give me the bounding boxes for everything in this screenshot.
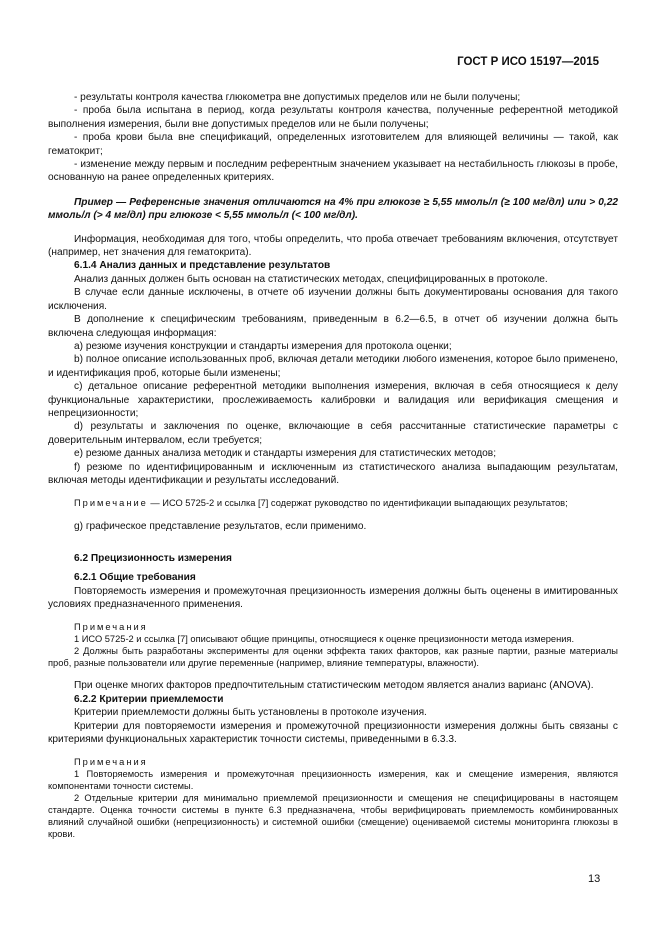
list-item: a) резюме изучения конструкции и стандарты измерения для протокола оценки;: [74, 340, 452, 352]
paragraph: В случае если данные исключены, в отчете об изучении должны быть документированы основания для такого исключения.: [48, 287, 618, 312]
paragraph: Анализ данных должен быть основан на статистических методах, специфицированных в протоколе.: [74, 273, 548, 285]
list-item: d) результаты и заключения по оценке, включающие в себя рассчитанные статистические параметры с доверительным интервалом, если требуется;: [48, 421, 618, 446]
list-item: e) резюме данных анализа методик и стандарты измерения для статистических методов;: [74, 448, 497, 460]
list-item: b) полное описание использованных проб, включая детали методики любого изменения, которое было применено, и идентификация проб, которые были изменены;: [48, 354, 618, 379]
paragraph: В дополнение к специфическим требованиям, приведенным в 6.2—6.5, в отчет об изучении должна быть включена следующая информация:: [48, 314, 618, 339]
paragraph: Повторяемость измерения и промежуточная прецизионность измерения должны быть оценены в имитированных условиях предназначенного применения.: [48, 585, 618, 610]
section-heading-6-2: 6.2 Прецизионность измерения: [74, 552, 232, 564]
list-item: - проба крови была вне спецификаций, определенных изготовителем для влияющей величины — такой, как гематокрит;: [48, 132, 618, 157]
page-number: 13: [588, 873, 601, 885]
document-header: ГОСТ Р ИСО 15197—2015: [457, 56, 599, 68]
note-label: Примечание: [74, 498, 148, 509]
info-paragraph: Информация, необходимая для того, чтобы определить, что проба отвечает требованиям включения, отсутствует (например, нет значения для гематокрита).: [48, 233, 618, 259]
list-item: - изменение между первым и последним референтным значением указывает на нестабильность глюкозы в пробе, основанную на ранее определенных критериях.: [48, 159, 618, 184]
list-item: - результаты контроля качества глюкометра вне допустимых пределов или не были получены;: [74, 92, 521, 103]
paragraph: При оценке многих факторов предпочтительным статистическим методом является анализ варианс (ANOVA).: [74, 680, 594, 692]
notes-label: Примечания: [74, 622, 148, 633]
list-item: - проба была испытана в период, когда результаты контроля качества, полученные референтной методикой выполнения измерения, были вне допустимых пределов или не были получены;: [48, 105, 618, 130]
list-item: g) графическое представление результатов, если применимо.: [74, 521, 367, 533]
note-text: — ИСО 5725-2 и ссылка [7] содержат руководство по идентификации выпадающих результатов;: [147, 498, 568, 509]
paragraph: Критерии для повторяемости измерения и промежуточной прецизионности измерения должны быть связаны с критериями функциональных характеристик точности системы, приведенными в 6.3.3.: [48, 720, 618, 746]
section-heading-6-2-2: 6.2.2 Критерии приемлемости: [74, 693, 224, 705]
note-item: 1 Повторяемость измерения и промежуточная прецизионность измерения, как и смещение измерения, являются компонентами точности системы.: [48, 769, 618, 792]
note-item: 2 Отдельные критерии для минимально приемлемой прецизионности и смещения не специфицированы в настоящем стандарте. Оценка точности системы в пункте 6.3 предназначена, чтобы верифицировать приемлемость комбинированных влияний случайной ошибки (непрецизионность) и системной ошибки (смещение) оцениваемой системы мониторинга глюкозы в крови.: [48, 793, 618, 840]
note-item: 2 Должны быть разработаны эксперименты для оценки эффекта таких факторов, как разные партии, разные материалы проб, разные пользователи или другие переменные (например, влияние температуры, влажности).: [48, 646, 618, 669]
note-item: 1 ИСО 5725-2 и ссылка [7] описывают общие принципы, относящиеся к оценке прецизионности метода измерения.: [74, 634, 575, 645]
notes-label: Примечания: [74, 757, 148, 768]
list-item: f) резюме по идентифицированным и исключенным из статистического анализа выпадающим результатам, включая методы идентификации и результаты исследований.: [48, 461, 618, 486]
paragraph: Критерии приемлемости должны быть установлены в протоколе изучения.: [74, 707, 427, 719]
list-item: c) детальное описание референтной методики выполнения измерения, включая в себя относящиеся к делу функциональные характеристики, прослеживаемость калибровки и валидация или верификация смещения и непрецизионности;: [48, 381, 618, 419]
note: [48, 497, 618, 509]
section-heading-6-1-4: 6.1.4 Анализ данных и представление результатов: [74, 260, 331, 272]
page-body: [48, 91, 618, 840]
example-paragraph: Пример — Референсные значения отличаются на 4% при глюкозе ≥ 5,55 ммоль/л (≥ 100 мг/дл) или > 0,22 ммоль/л (> 4 мг/дл) при глюкозе < 5,55 ммоль/л (< 100 мг/дл).: [48, 196, 618, 222]
section-heading-6-2-1: 6.2.1 Общие требования: [74, 572, 196, 584]
